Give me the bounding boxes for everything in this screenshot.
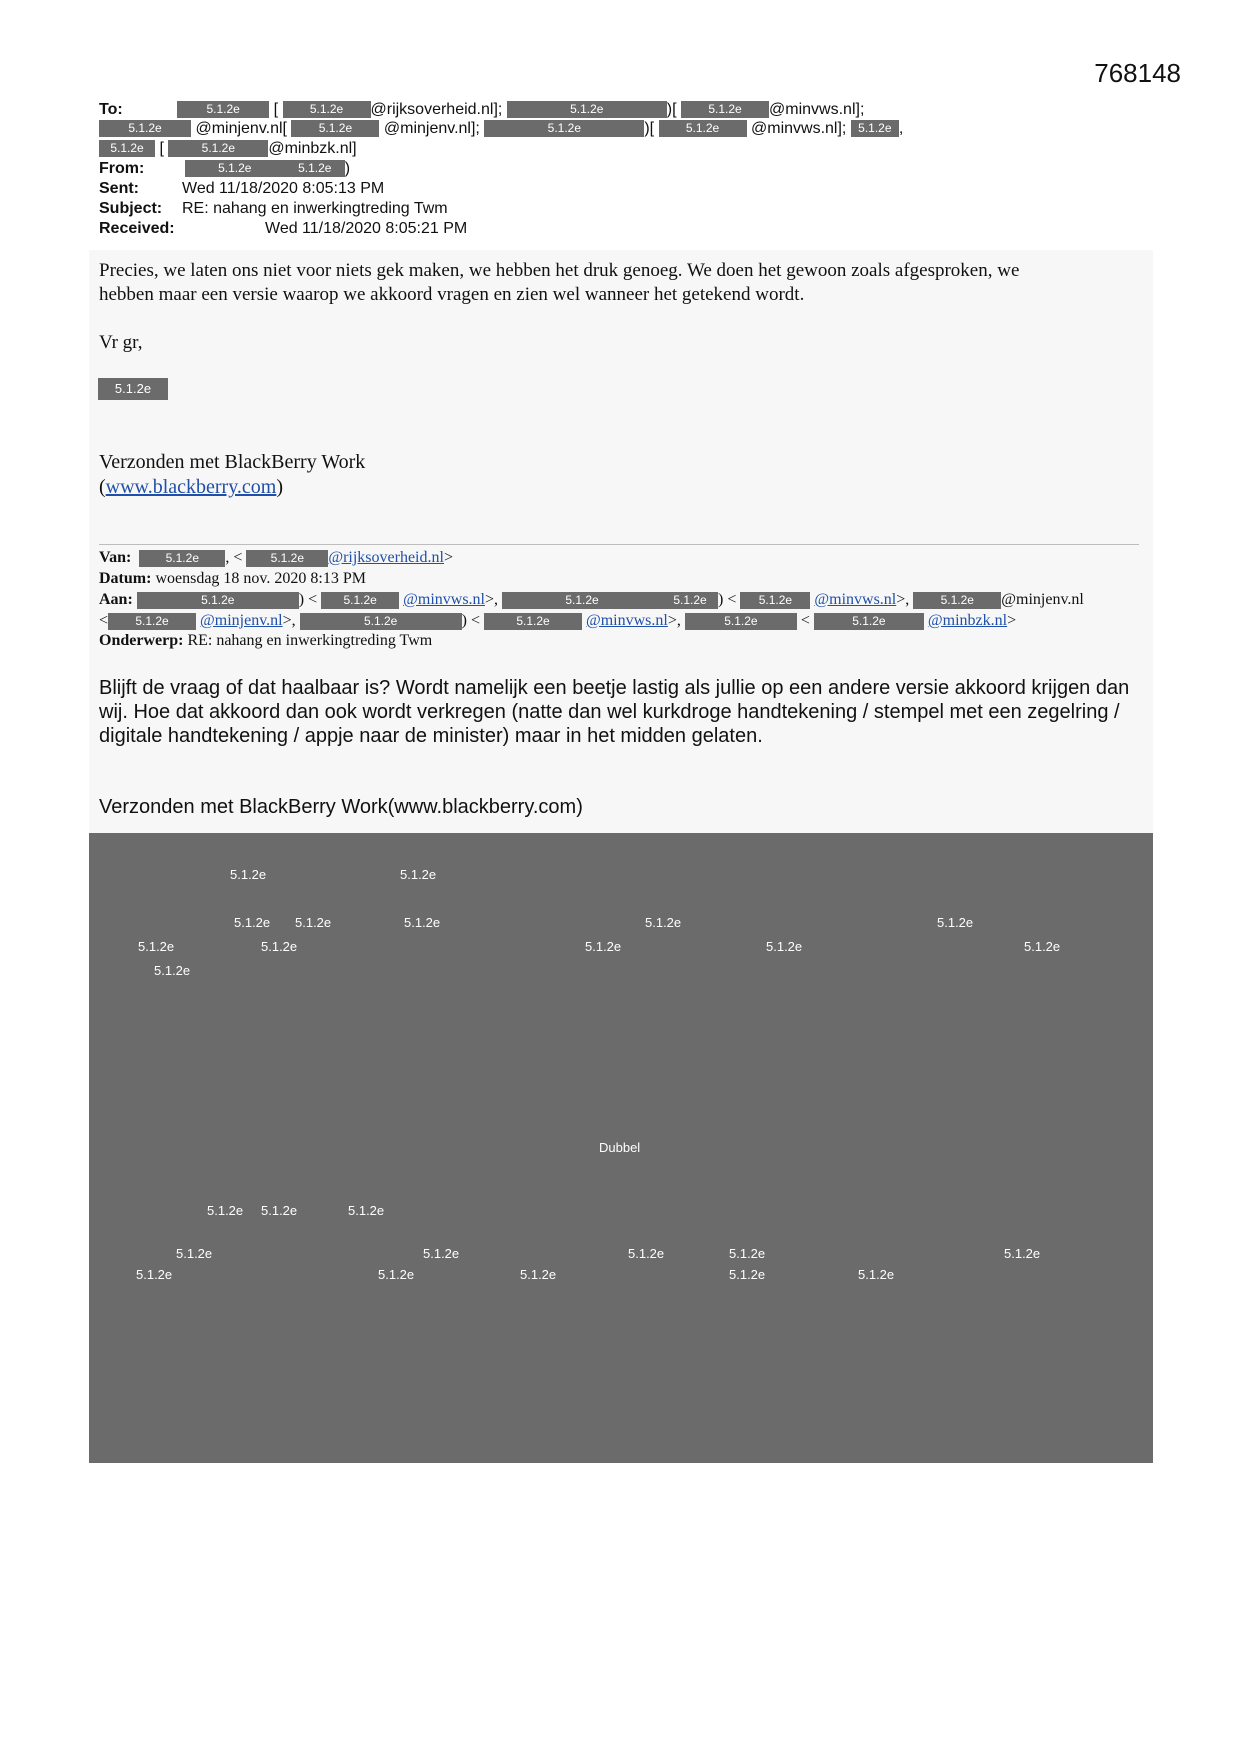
- subject-label: Subject:: [99, 200, 163, 217]
- redaction-label: 5.1.2e: [585, 939, 622, 954]
- redaction: 5.1.2e: [291, 120, 379, 137]
- redaction-label: 5.1.2e: [400, 867, 437, 882]
- redaction-label: 5.1.2e: [645, 915, 682, 930]
- redaction: 5.1.2e: [300, 613, 462, 630]
- redaction-label: 5.1.2e: [348, 1203, 385, 1218]
- redaction: 5.1.2e: [98, 378, 168, 400]
- onderwerp-label: Onderwerp:: [99, 632, 184, 649]
- message-2-body: Blijft de vraag of dat haalbaar is? Wordt namelijk een beetje lastig als jullie op een andere versie akkoord krijgen dan wij. Hoe dat akkoord dan ook wordt verkregen (natte dan wel kurkdroge handtekening / stempel met een zegelring / digitale handtekening / appje naar de minister) maar in het midden gelaten.: [99, 677, 1130, 747]
- redaction-label: 5.1.2e: [423, 1246, 460, 1261]
- redaction-label: 5.1.2e: [207, 1203, 244, 1218]
- datum-value: woensdag 18 nov. 2020 8:13 PM: [155, 570, 366, 587]
- message-1-line-1: Precies, we laten ons niet voor niets gek maken, we hebben het druk genoeg. We doen het gewoon zoals afgesproken, we: [99, 260, 1020, 281]
- redaction: 5.1.2e: [137, 592, 299, 609]
- redaction: 5.1.2e: [185, 160, 285, 177]
- redaction-label: 5.1.2e: [154, 963, 191, 978]
- email-link[interactable]: @minbzk.nl: [927, 612, 1008, 629]
- aan-line-2: < 5.1.2e @minjenv.nl>, 5.1.2e ) < 5.1.2e @minvws.nl>, 5.1.2e < 5.1.2e @minbzk.nl>: [99, 612, 1017, 629]
- redaction-label: 5.1.2e: [261, 1203, 298, 1218]
- redaction-label: 5.1.2e: [729, 1267, 766, 1282]
- email-link[interactable]: @rijksoverheid.nl: [328, 549, 444, 566]
- redaction-label: 5.1.2e: [858, 1267, 895, 1282]
- to-line-1: To: 5.1.2e [ 5.1.2e @rijksoverheid.nl]; 5.1.2e )[ 5.1.2e @minvws.nl];: [99, 101, 865, 118]
- redaction-label: 5.1.2e: [628, 1246, 665, 1261]
- redaction: 5.1.2e: [913, 592, 1001, 609]
- email-link[interactable]: @minvws.nl: [403, 591, 485, 608]
- redaction: 5.1.2e: [177, 101, 269, 118]
- footer-text: Verzonden met BlackBerry Work: [99, 451, 366, 473]
- redaction-label: 5.1.2e: [295, 915, 332, 930]
- redaction-label: 5.1.2e: [176, 1246, 213, 1261]
- redaction: 5.1.2e: [168, 140, 268, 157]
- email-body-background: [89, 250, 1153, 840]
- to-line-2: 5.1.2e @minjenv.nl[ 5.1.2e @minjenv.nl]; 5.1.2e )[ 5.1.2e @minvws.nl]; 5.1.2e ,: [99, 119, 903, 139]
- redaction: 5.1.2e: [108, 613, 196, 630]
- van-line: Van: 5.1.2e , < 5.1.2e @rijksoverheid.nl>: [99, 549, 453, 566]
- redaction-label: 5.1.2e: [729, 1246, 766, 1261]
- message-1-line-2: hebben maar een versie waarop we akkoord vragen en zien wel wanneer het getekend wordt.: [99, 284, 805, 305]
- domain-text: @minvws.nl];: [751, 120, 847, 137]
- redaction-label: 5.1.2e: [136, 1267, 173, 1282]
- redaction-label: 5.1.2e: [230, 867, 267, 882]
- email-link[interactable]: @minvws.nl: [814, 591, 897, 608]
- redaction-label: 5.1.2e: [261, 939, 298, 954]
- redaction: 5.1.2e: [283, 101, 371, 118]
- redaction: 5.1.2e: [139, 550, 225, 567]
- datum-label: Datum:: [99, 570, 152, 587]
- redaction-label: 5.1.2e: [766, 939, 803, 954]
- email-link[interactable]: @minjenv.nl: [200, 612, 283, 629]
- domain-text: @rijksoverheid.nl];: [370, 101, 503, 118]
- redaction-label: 5.1.2e: [937, 915, 974, 930]
- redaction-label: 5.1.2e: [520, 1267, 557, 1282]
- message-1-body: [99, 259, 1139, 307]
- redaction: 5.1.2e: [246, 550, 328, 567]
- to-line-3: 5.1.2e [ 5.1.2e @minbzk.nl]: [99, 139, 357, 159]
- redaction: 5.1.2e: [740, 592, 810, 609]
- redaction-label: 5.1.2e: [404, 915, 441, 930]
- received-label: Received:: [99, 220, 175, 237]
- redaction: 5.1.2e: [502, 592, 662, 609]
- from-label: From:: [99, 160, 145, 177]
- redaction-label: 5.1.2e: [378, 1267, 415, 1282]
- from-line: From: 5.1.2e 5.1.2e ): [99, 160, 351, 177]
- redaction: 5.1.2e: [662, 592, 718, 609]
- to-label: To:: [99, 101, 123, 118]
- received-line: [99, 219, 468, 239]
- blackberry-link[interactable]: www.blackberry.com: [105, 476, 277, 498]
- domain-text: @minvws.nl];: [769, 101, 865, 118]
- blackberry-footer-1: Verzonden met BlackBerry Work (www.blackberry.com): [99, 451, 366, 498]
- sent-line: [99, 179, 385, 199]
- redaction: 5.1.2e: [484, 120, 644, 137]
- sent-value: Wed 11/18/2020 8:05:13 PM: [182, 180, 385, 197]
- sent-label: Sent:: [99, 180, 139, 197]
- domain-text: @minjenv.nl];: [383, 120, 480, 137]
- signature-redaction: [98, 378, 168, 400]
- aan-line-1: Aan: 5.1.2e ) < 5.1.2e @minvws.nl>, 5.1.2e 5.1.2e ) < 5.1.2e @minvws.nl>, 5.1.2e @minjenv.nl: [99, 591, 1084, 608]
- redaction: 5.1.2e: [681, 101, 769, 118]
- redaction: 5.1.2e: [484, 613, 582, 630]
- redaction-label: 5.1.2e: [138, 939, 175, 954]
- redaction-label: 5.1.2e: [234, 915, 271, 930]
- redaction: 5.1.2e: [99, 140, 155, 157]
- domain-text: @minbzk.nl]: [268, 140, 357, 157]
- redaction: 5.1.2e: [507, 101, 667, 118]
- document-number: 768148: [1094, 58, 1181, 88]
- aan-label: Aan:: [99, 591, 133, 608]
- redaction-label: 5.1.2e: [1004, 1246, 1041, 1261]
- redaction-label: 5.1.2e: [1024, 939, 1061, 954]
- received-value: Wed 11/18/2020 8:05:21 PM: [265, 220, 468, 237]
- van-label: Van:: [99, 549, 132, 566]
- redaction: 5.1.2e: [685, 613, 797, 630]
- subject-value: RE: nahang en inwerkingtreding Twm: [182, 200, 448, 217]
- email-link[interactable]: @minvws.nl: [586, 612, 668, 629]
- blackberry-footer-2: Verzonden met BlackBerry Work(www.blackberry.com): [99, 796, 583, 818]
- subject-line: [99, 199, 448, 219]
- dubbel-label: Dubbel: [599, 1140, 641, 1155]
- onderwerp-line: [99, 630, 432, 651]
- redaction: 5.1.2e: [285, 160, 345, 177]
- redaction: 5.1.2e: [851, 120, 899, 137]
- redaction: 5.1.2e: [659, 120, 747, 137]
- redaction: 5.1.2e: [321, 592, 399, 609]
- redacted-block: [89, 833, 1153, 1463]
- onderwerp-value: RE: nahang en inwerkingtreding Twm: [187, 632, 433, 649]
- redaction: 5.1.2e: [99, 120, 191, 137]
- greeting: Vr gr,: [99, 332, 143, 353]
- datum-line: [99, 568, 366, 589]
- domain-text: @minjenv.nl[: [195, 120, 287, 137]
- divider: [99, 544, 1139, 545]
- redaction: 5.1.2e: [814, 613, 924, 630]
